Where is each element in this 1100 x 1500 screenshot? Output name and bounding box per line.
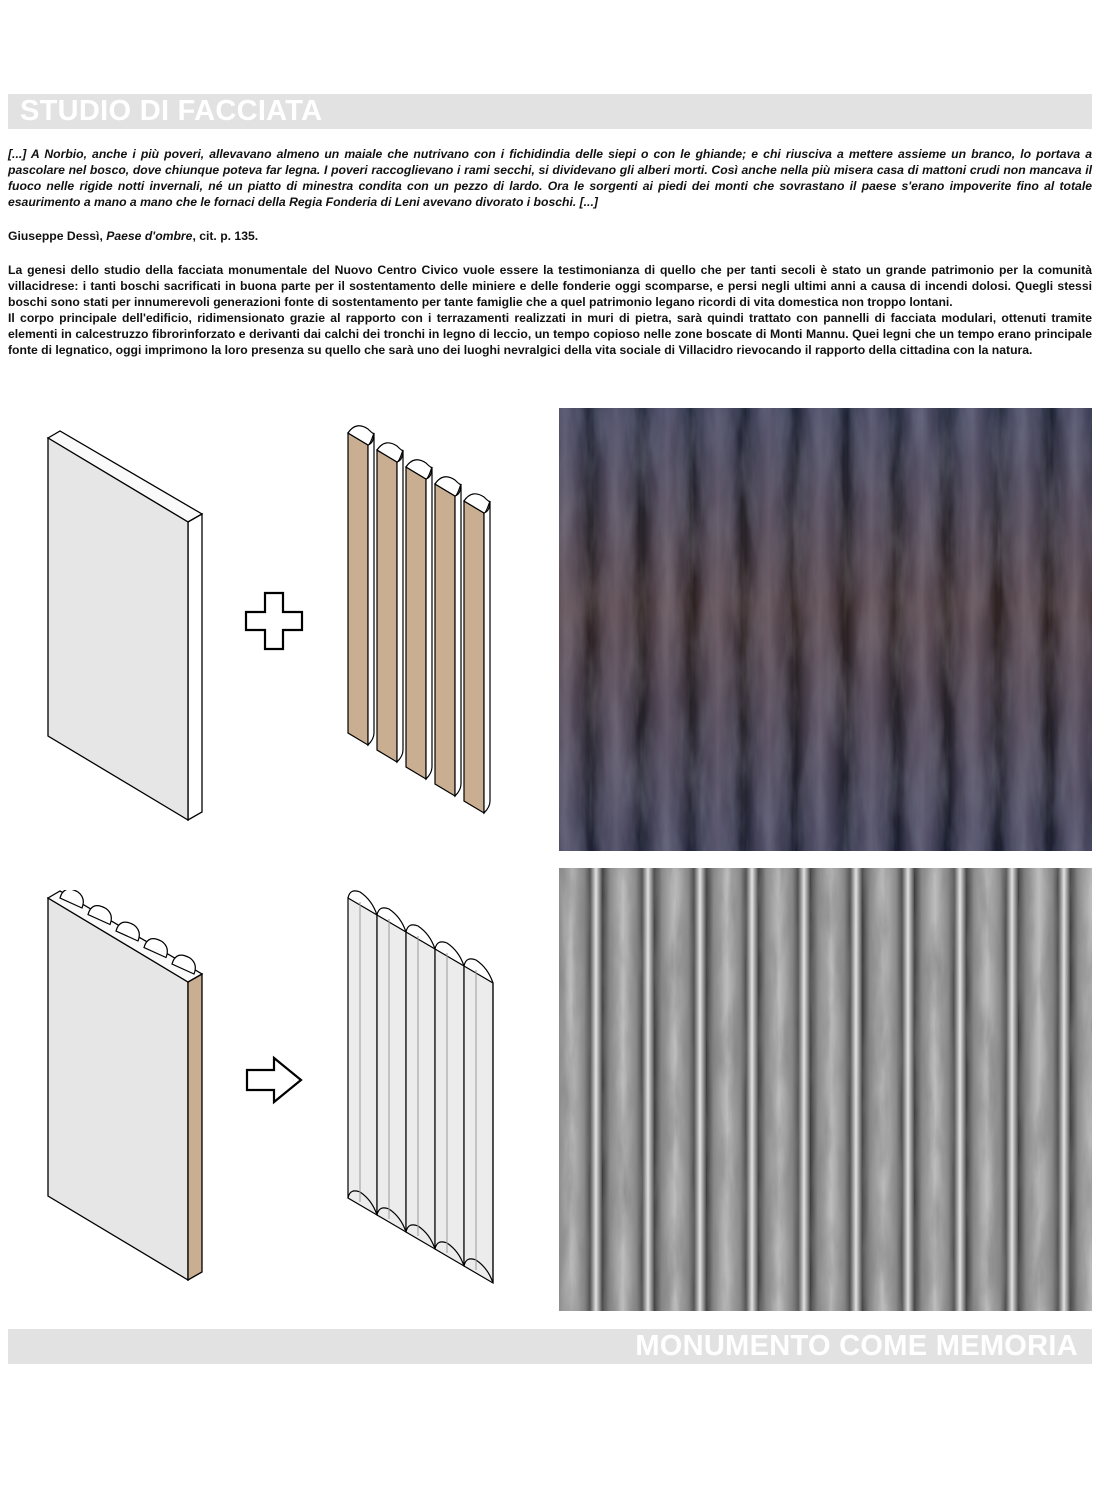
fluted-panel-illustration: [340, 890, 515, 1300]
wood-strip: [348, 426, 374, 745]
flute: [348, 891, 377, 1215]
wood-strip: [377, 443, 403, 762]
citation-work: Paese d'ombre: [106, 229, 193, 243]
cast-rib: [746, 868, 758, 1311]
body-paragraph-1: La genesi dello studio della facciata monumentale del Nuovo Centro Civico vuole essere la testimonianza di quello che per tanti secoli è stato un grande patrimonio per la comunità villacidrese: i tanti boschi sacrificati in buona parte per il sostentamento delle miniere e delle fonderie oggi scomparse, e persi negli ultimi anni a causa di incendi dolosi. Quegli stessi boschi sono stati per innumerevoli generazioni fonte di sostentamento per tante famiglie che a quel patrimonio legano ricordi di vita domestica non troppo lontani.: [8, 263, 1092, 309]
cast-rib: [694, 868, 706, 1311]
bark-texture-cast-photo: [559, 868, 1092, 1311]
quote-text: [...] A Norbio, anche i più poveri, allevavano almeno un maiale che nutrivano con i fichidindia delle siepi o con le ghiande; e chi riusciva a mettere assieme un branco, lo portava a pascolare nel bosco, dove chiunque poteva far legna. I poveri raccoglievano i rami secchi, si dividevano gli alberi morti. Così anche nella più misera casa di mattoni crudi non mancava il fuoco nelle rigide notti invernali, né un piatto di minestra condita con un pezzo di lardo. Ora le sorgenti ai piedi dei monti che sovrastano il paese s'erano impoverite fino al totale esaurimento a mano a mano che le fornaci della Regia Fonderia di Leni avevano divorato i boschi. [...]: [8, 147, 1092, 209]
page-title: STUDIO DI FACCIATA: [20, 95, 323, 127]
cast-rib: [902, 868, 914, 1311]
arrow-right-icon: [244, 1055, 306, 1105]
cast-rib: [590, 868, 602, 1311]
cast-rib: [850, 868, 862, 1311]
body-text: [8, 262, 1092, 358]
bark-texture-color-photo: [559, 408, 1092, 851]
footer-band: [8, 1329, 1092, 1364]
plus-icon: [243, 590, 305, 652]
wood-strip: [406, 460, 432, 779]
flute: [435, 942, 464, 1266]
cast-rib: [1006, 868, 1018, 1311]
wood-strips-illustration: [340, 425, 510, 835]
wood-strip: [435, 477, 461, 796]
citation-author: Giuseppe Dessì,: [8, 229, 107, 243]
flute: [406, 925, 435, 1249]
footer-title: MONUMENTO COME MEMORIA: [635, 1330, 1078, 1362]
body-paragraph-2: Il corpo principale dell'edificio, ridimensionato grazie al rapporto con i terrazamenti realizzati in muri di pietra, sarà quindi trattato con pannelli di facciata modulari, ottenuti tramite elementi in calcestruzzo fibrorinforzato e derivanti dai calchi dei tronchi in legno di leccio, un tempo copioso nelle zone boscate di Monti Mannu. Quei legni che un tempo erano principale fonte di legnatico, oggi imprimono la loro presenza su quello che sarà uno dei luoghi nevralgici della vita sociale di Villacidro rievocando il rapporto della cittadina con la natura.: [8, 311, 1092, 357]
panel-with-reliefs-illustration: [40, 890, 215, 1290]
cast-rib: [642, 868, 654, 1311]
flute: [464, 959, 493, 1283]
cast-rib: [798, 868, 810, 1311]
header-band: [8, 94, 1092, 129]
citation: [8, 228, 1092, 244]
citation-rest: , cit. p. 135.: [192, 229, 259, 243]
flat-panel-illustration: [40, 430, 210, 830]
cast-rib: [1058, 868, 1070, 1311]
wood-strip: [464, 494, 490, 813]
flute: [377, 908, 406, 1232]
cast-rib: [954, 868, 966, 1311]
